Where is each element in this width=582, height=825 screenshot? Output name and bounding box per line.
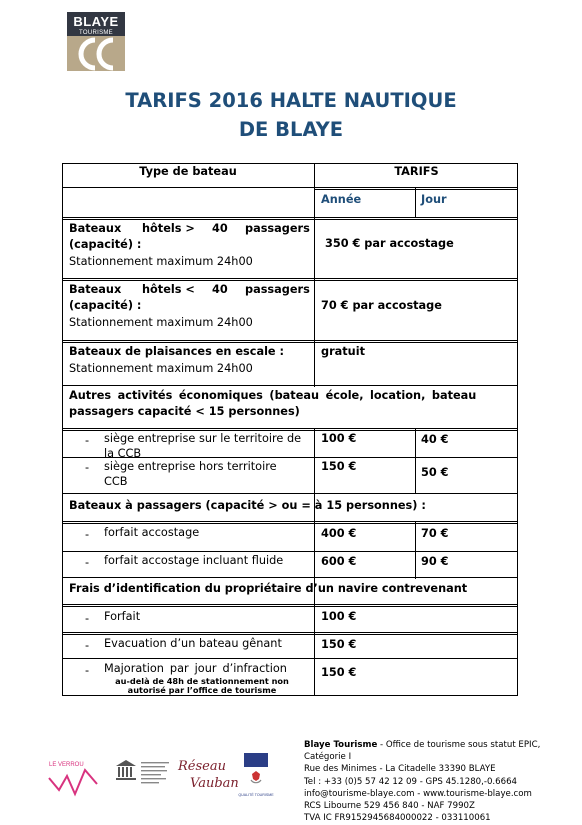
header-tarifs: TARIFS [394, 165, 439, 178]
section1a-label-2: la CCB [104, 447, 142, 460]
row2-label-c: 40 [212, 283, 228, 296]
blaye-tourisme-logo [67, 12, 125, 71]
row2-price: 70 € par accostage [321, 299, 442, 312]
contact-web: info@tourisme-blaye.com - www.tourisme-blaye.com [304, 788, 532, 799]
section1b-annee: 150 € [321, 460, 357, 473]
section3-title: Frais d’identification du propriétaire d’un navire contrevenant [69, 582, 468, 595]
row1-price: 350 € par accostage [325, 237, 454, 250]
bullet: - [85, 434, 90, 447]
row3-stationnement: Stationnement maximum 24h00 [69, 362, 253, 375]
bullet: - [85, 639, 90, 652]
row2-label-b: hôtels < [142, 283, 195, 296]
row1-stationnement: Stationnement maximum 24h00 [69, 255, 253, 268]
vauban-text: Vauban [190, 776, 239, 791]
row2-stationnement: Stationnement maximum 24h00 [69, 316, 253, 329]
footer-status: - Office de tourisme sous statut EPIC, [377, 740, 541, 750]
section2a-annee: 400 € [321, 527, 357, 540]
row1-label-c: 40 [212, 222, 228, 235]
row1-capacite: (capacité) : [69, 238, 142, 251]
section2-title: Bateaux à passagers (capacité > ou = à 15 personnes) : [69, 499, 426, 512]
contact-line-2: Catégorie I [304, 752, 352, 763]
contact-tva: TVA IC FR9152945684000022 - 033110061 [304, 813, 491, 824]
section3c-note-1: au-delà de 48h de stationnement non [115, 676, 289, 686]
le-verrou-logo-icon [45, 756, 103, 796]
section3c-label: Majoration par jour d’infraction [104, 662, 287, 675]
unesco-logo-icon [113, 756, 173, 796]
logo-name: BLAYE [73, 14, 119, 29]
logo-mark-icon [67, 36, 125, 71]
section1-title: Autres activités économiques (bateau école, location, bateau [69, 389, 477, 402]
section2b-jour: 90 € [421, 555, 449, 568]
section2a-label: forfait accostage [104, 526, 200, 539]
title-line-2: DE BLAYE [238, 118, 344, 141]
section2b-annee: 600 € [321, 555, 357, 568]
section1b-label: siège entreprise hors territoire [104, 460, 277, 473]
section3b-annee: 150 € [321, 638, 357, 651]
section1a-label: siège entreprise sur le territoire de [104, 432, 302, 445]
section3a-annee: 100 € [321, 610, 357, 623]
bullet: - [85, 461, 90, 474]
section1a-jour: 40 € [421, 433, 449, 446]
header-jour: Jour [421, 193, 447, 206]
title-line-1: TARIFS 2016 HALTE NAUTIQUE [125, 89, 457, 112]
qualite-text: QUALITÉ TOURISME [238, 793, 274, 797]
section2a-jour: 70 € [421, 527, 449, 540]
reseau-vauban-logo-icon [176, 755, 238, 795]
contact-address: Rue des Minimes - La Citadelle 33390 BLAYE [304, 764, 496, 775]
header-annee: Année [321, 193, 362, 206]
footer-brand: Blaye Tourisme [304, 740, 378, 750]
row3-price: gratuit [321, 345, 365, 358]
contact-line-1 [304, 739, 579, 751]
section3a-label: Forfait [104, 610, 141, 623]
row2-capacite: (capacité) : [69, 299, 142, 312]
contact-rcs: RCS Libourne 529 456 840 - NAF 7990Z [304, 801, 475, 812]
row2-label-d: passagers [245, 283, 310, 296]
logo-sub: TOURISME [79, 30, 113, 36]
contact-phone: Tel : +33 (0)5 57 42 12 09 - GPS 45.1280,-0.6664 [304, 776, 518, 787]
row2-label: Bateaux [69, 283, 122, 296]
tariff-table [62, 163, 518, 696]
section3c-note-2: autorisé par l’office de tourisme [127, 685, 277, 695]
row3-label: Bateaux de plaisances en escale : [69, 345, 285, 358]
section1a-annee: 100 € [321, 432, 357, 445]
page-title [0, 86, 582, 144]
section3b-label: Evacuation d’un bateau gênant [104, 637, 282, 650]
bullet: - [85, 528, 90, 541]
row1-label-b: hôtels > [142, 222, 195, 235]
bullet: - [85, 556, 90, 569]
section1b-jour: 50 € [421, 466, 449, 479]
footer-contact [304, 739, 579, 824]
section1-title-2: passagers capacité < 15 personnes) [69, 405, 300, 418]
row1-label: Bateaux [69, 222, 122, 235]
qualite-tourisme-logo-icon [238, 752, 274, 800]
section2b-label: forfait accostage incluant fluide [104, 554, 284, 567]
reseau-text: Réseau [178, 759, 226, 774]
section3c-annee: 150 € [321, 666, 357, 679]
section1b-label-2: CCB [104, 475, 128, 488]
row1-label-d: passagers [245, 222, 310, 235]
bullet: - [85, 612, 90, 625]
header-type: Type de bateau [139, 165, 237, 178]
bullet: - [85, 664, 90, 677]
le-verrou-text: LE VERROU [49, 762, 84, 768]
